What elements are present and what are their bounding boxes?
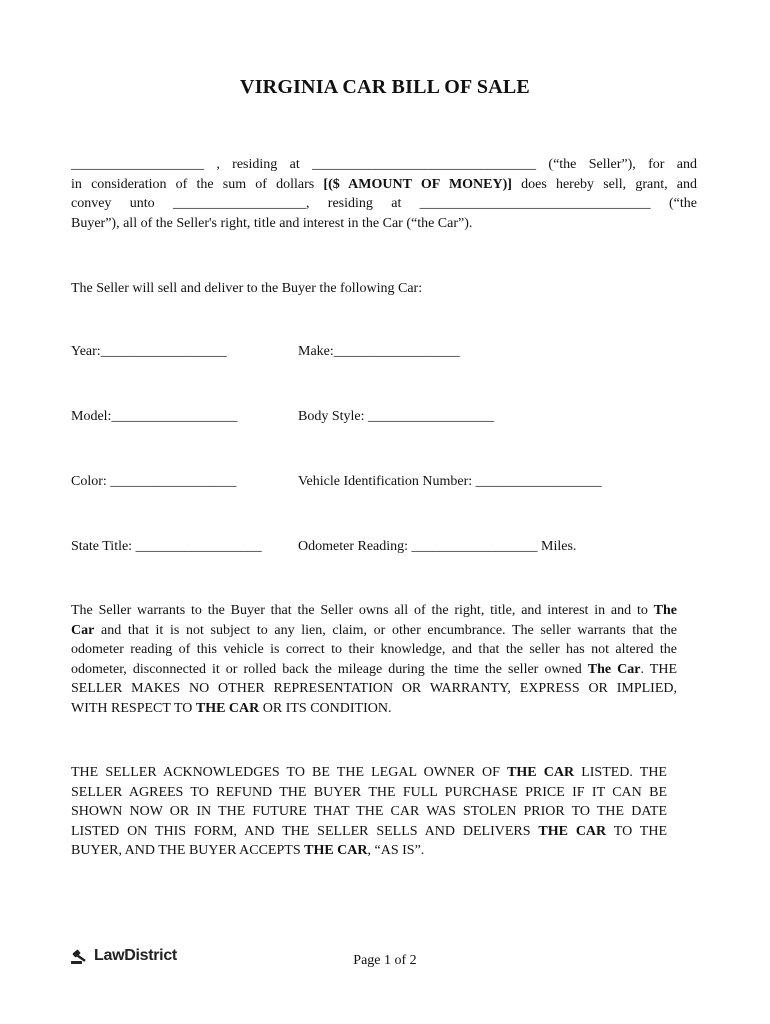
intro-line-1: [71, 155, 697, 175]
ack-text: TO THE: [606, 823, 667, 839]
intro-line-2: [71, 175, 697, 195]
warranty-line-4: [71, 660, 677, 680]
warranty-line-2: [71, 621, 677, 641]
the-car-emphasis: Car: [71, 622, 95, 638]
seller-address-blank: ________________________________: [312, 157, 537, 172]
the-car-emphasis: THE CAR: [538, 823, 607, 839]
odometer-field: Odometer Reading: __________________ Miles.: [298, 539, 577, 554]
warranty-text: OR ITS CONDITION.: [259, 700, 392, 716]
ack-line-5: [71, 841, 667, 861]
intro-seller-text: (“the Seller”), for and: [536, 157, 697, 172]
intro-line-4: Buyer”), all of the Seller's right, title and interest in the Car (“the Car”).: [71, 215, 473, 231]
vin-field: Vehicle Identification Number: __________________: [298, 474, 602, 489]
ack-text: , “AS IS”.: [367, 843, 425, 858]
ack-line-2: SELLER AGREES TO REFUND THE BUYER THE FULL PURCHASE PRICE IF IT CAN BE: [71, 784, 667, 800]
ack-text: LISTED. THE: [574, 765, 667, 780]
ack-text: THE SELLER ACKNOWLEDGES TO BE THE LEGAL OWNER OF: [71, 765, 508, 780]
warranty-text: and that it is not subject to any lien, claim, or other encumbrance. The seller warrants that the: [94, 622, 677, 638]
ack-line-3: SHOWN NOW OR IN THE FUTURE THAT THE CAR WAS STOLEN PRIOR TO THE DATE: [71, 804, 667, 819]
amount-of-money: [($ AMOUNT OF MONEY)]: [323, 176, 512, 192]
warranty-paragraph: [71, 601, 677, 718]
warranty-line-5: SELLER MAKES NO OTHER REPRESENTATION OR WARRANTY, EXPRESS OR IMPLIED,: [71, 681, 677, 696]
warranty-text: WITH RESPECT TO: [71, 700, 196, 716]
intro-consideration-text: in consideration of the sum of dollars: [71, 176, 324, 192]
intro-paragraph: [71, 155, 697, 233]
intro-residing-text: , residing at: [204, 157, 313, 172]
year-field: Year:__________________: [71, 344, 227, 359]
intro-line-3: convey unto ___________________, residing at _________________________________ (“the: [71, 196, 697, 211]
warranty-text: . THE: [640, 661, 677, 677]
model-field: Model:__________________: [71, 409, 238, 424]
color-field: Color: __________________: [71, 474, 237, 489]
body-style-field: Body Style: __________________: [298, 409, 495, 424]
make-field: Make:__________________: [298, 344, 460, 359]
the-car-emphasis: The Car: [587, 661, 641, 677]
ack-text: BUYER, AND THE BUYER ACCEPTS: [71, 843, 305, 858]
document-title: VIRGINIA CAR BILL OF SALE: [240, 76, 530, 98]
the-car-emphasis: THE CAR: [507, 765, 575, 780]
ack-line-1: [71, 763, 667, 783]
page-number: Page 1 of 2: [353, 953, 417, 968]
acknowledgement-paragraph: [71, 763, 667, 861]
warranty-line-3: odometer reading of this vehicle is correct to their knowledge, and that the seller has not altered the: [71, 642, 677, 657]
the-car-emphasis: The: [653, 603, 677, 618]
ack-line-4: [71, 822, 667, 842]
warranty-text: odometer, disconnected it or rolled back the mileage during the time the seller owned: [71, 661, 588, 677]
warranty-line-6: [71, 699, 677, 719]
seller-name-blank: ___________________: [71, 157, 204, 172]
the-car-emphasis: THE CAR: [304, 843, 368, 858]
logo-text: LawDistrict: [94, 947, 177, 964]
state-title-field: State Title: __________________: [71, 539, 262, 554]
warranty-text: The Seller warrants to the Buyer that the Seller owns all of the right, title, and interest in and to: [71, 603, 654, 618]
the-car-emphasis: THE CAR: [195, 700, 260, 716]
sell-statement: The Seller will sell and deliver to the Buyer the following Car:: [71, 281, 423, 296]
intro-sell-text: does hereby sell, grant, and: [511, 176, 697, 192]
warranty-line-1: [71, 601, 677, 621]
ack-text: LISTED ON THIS FORM, AND THE SELLER SELLS AND DELIVERS: [71, 823, 539, 839]
